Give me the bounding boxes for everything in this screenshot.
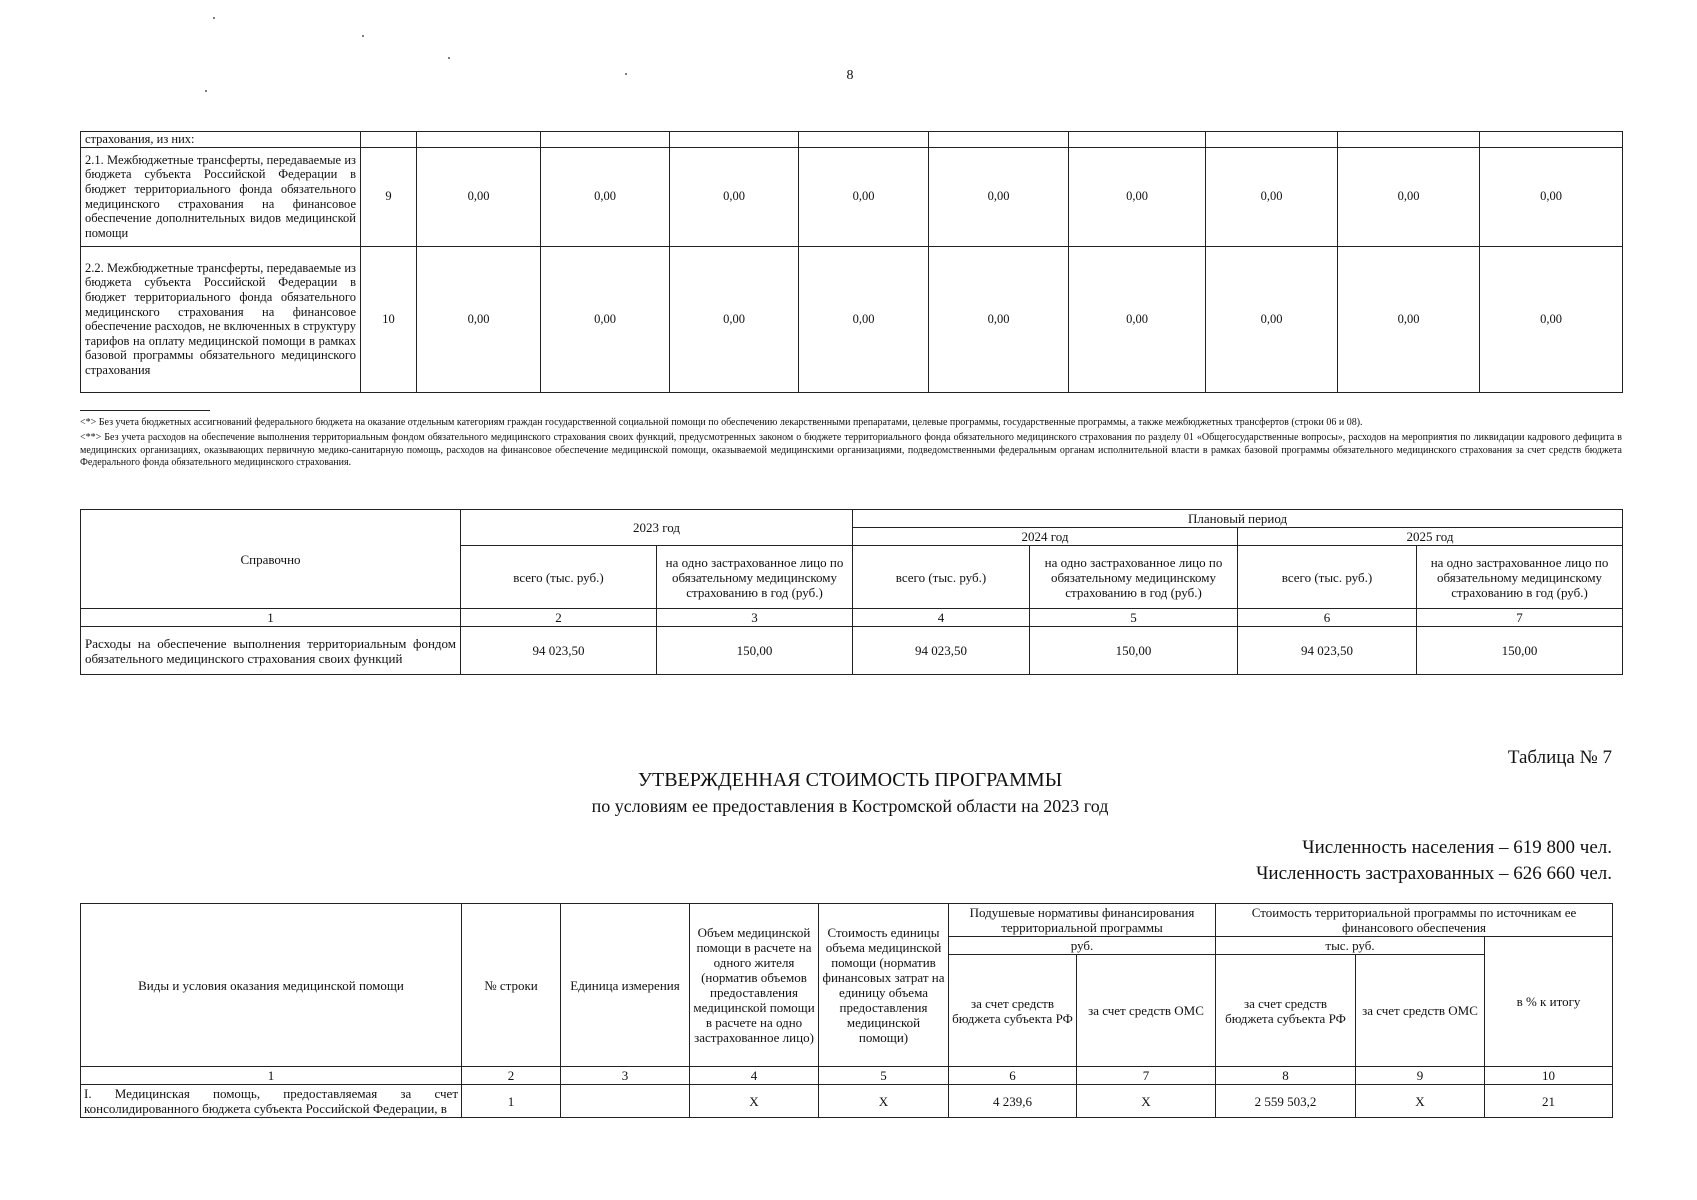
program-cost-table — [80, 903, 1613, 1118]
cell-value: 0,00 — [541, 147, 670, 246]
header-row-no: № строки — [462, 904, 561, 1067]
column-number: 5 — [819, 1067, 949, 1085]
cell-value — [1338, 132, 1480, 148]
scan-speck — [362, 35, 364, 37]
cell-value: 0,00 — [929, 147, 1069, 246]
header-total: всего (тыс. руб.) — [461, 546, 657, 609]
scan-speck — [205, 90, 207, 92]
cell-value: 0,00 — [1069, 246, 1206, 392]
cell-value: 0,00 — [1206, 246, 1338, 392]
row-label: 2.2. Межбюджетные трансферты, передаваемые из бюджета субъекта Российской Федерации в бюджет территориального фонда обязательного медицинского страхования на финансовое обеспечение расходов, не включенных в структуру тарифов на оплату медицинской помощи в рамках базовой программы обязательного медицинского страхования — [81, 246, 361, 392]
table-row — [81, 132, 1623, 148]
cell-value: 1 — [462, 1085, 561, 1118]
cell-value: 0,00 — [670, 246, 799, 392]
column-number: 4 — [853, 609, 1030, 627]
scan-speck — [625, 73, 627, 75]
header-budget-rf: за счет средств бюджета субъекта РФ — [949, 955, 1077, 1067]
cell-value: 0,00 — [541, 246, 670, 392]
header-per-insured: на одно застрахованное лицо по обязательному медицинскому страхованию в год (руб.) — [1417, 546, 1623, 609]
footnote: <*> Без учета бюджетных ассигнований федерального бюджета на оказание отдельным категориям граждан государственной социальной помощи по обеспечению лекарственными препаратами, целевые программы, государственные программы, а также межбюджетных трансфертов (строки 06 и 08). — [80, 417, 1363, 428]
header-kinds: Виды и условия оказания медицинской помощи — [81, 904, 462, 1067]
row-label: I. Медицинская помощь, предоставляемая за счет консолидированного бюджета субъекта Российской Федерации, в — [81, 1085, 462, 1118]
column-number: 1 — [81, 1067, 462, 1085]
footnote-divider — [80, 410, 210, 411]
row-number: 10 — [361, 246, 417, 392]
column-number: 2 — [461, 609, 657, 627]
header-budget-rf: за счет средств бюджета субъекта РФ — [1216, 955, 1356, 1067]
column-number: 3 — [657, 609, 853, 627]
header-unit: Единица измерения — [561, 904, 690, 1067]
header-program-cost: Стоимость территориальной программы по источникам ее финансового обеспечения — [1216, 904, 1613, 937]
budget-transfers-table — [80, 131, 1623, 393]
column-number: 5 — [1030, 609, 1238, 627]
column-number: 10 — [1485, 1067, 1613, 1085]
cell-value: 0,00 — [1480, 246, 1623, 392]
column-number: 4 — [690, 1067, 819, 1085]
section-title — [450, 767, 1250, 819]
header-reference: Справочно — [81, 510, 461, 609]
subtitle: по условиям ее предоставления в Костромской области на 2023 год — [591, 796, 1109, 816]
cell-value — [417, 132, 541, 148]
header-percent: в % к итогу — [1485, 937, 1613, 1067]
header-volume: Объем медицинской помощи в расчете на одного жителя (норматив объемов предоставления медицинской помощи в расчете на одно застрахованное лицо) — [690, 904, 819, 1067]
cell-value: 0,00 — [1338, 246, 1480, 392]
cell-value — [799, 132, 929, 148]
column-number: 9 — [1356, 1067, 1485, 1085]
header-2025: 2025 год — [1238, 528, 1623, 546]
table-row — [81, 147, 1623, 246]
cell-value: 0,00 — [670, 147, 799, 246]
cell-value: 0,00 — [799, 246, 929, 392]
column-number: 7 — [1077, 1067, 1216, 1085]
page-number: 8 — [846, 68, 854, 83]
column-number: 7 — [1417, 609, 1623, 627]
cell-value — [929, 132, 1069, 148]
column-number: 3 — [561, 1067, 690, 1085]
table-number: Таблица № 7 — [1507, 747, 1612, 768]
column-number-row — [81, 1067, 1613, 1085]
header-2023: 2023 год — [461, 510, 853, 546]
cell-value: 0,00 — [1480, 147, 1623, 246]
header-thousand-rub: тыс. руб. — [1216, 937, 1485, 955]
cell-value — [561, 1085, 690, 1118]
cell-value: 0,00 — [1206, 147, 1338, 246]
cell-value — [541, 132, 670, 148]
header-plan-period: Плановый период — [853, 510, 1623, 528]
cell-value: X — [1356, 1085, 1485, 1118]
cell-value: 150,00 — [1030, 627, 1238, 675]
header-2024: 2024 год — [853, 528, 1238, 546]
header-per-insured: на одно застрахованное лицо по обязательному медицинскому страхованию в год (руб.) — [657, 546, 853, 609]
row-label: страхования, из них: — [81, 132, 361, 148]
header-rub: руб. — [949, 937, 1216, 955]
cell-value: 0,00 — [1338, 147, 1480, 246]
cell-value — [670, 132, 799, 148]
scan-speck — [213, 17, 215, 19]
cell-value: 94 023,50 — [853, 627, 1030, 675]
header-total: всего (тыс. руб.) — [1238, 546, 1417, 609]
population-info — [1100, 835, 1612, 887]
cell-value: 94 023,50 — [461, 627, 657, 675]
cell-value: 0,00 — [929, 246, 1069, 392]
scan-speck — [448, 57, 450, 59]
header-cost: Стоимость единицы объема медицинской помощи (норматив финансовых затрат на единицу объема предоставления медицинской помощи) — [819, 904, 949, 1067]
cell-value: 0,00 — [1069, 147, 1206, 246]
cell-value: 150,00 — [657, 627, 853, 675]
column-number: 8 — [1216, 1067, 1356, 1085]
footnote: <**> Без учета расходов на обеспечение выполнения территориальным фондом обязательного медицинского страхования своих функций, предусмотренных законом о бюджете территориального фонда обязательного медицинского страхования по разделу 01 «Общегосударственные вопросы», расходов на мероприятия по ликвидации кадрового дефицита в медицинских организациях, оказывающих первичную медико-санитарную помощь, расходов на финансовое обеспечение медицинской помощи, оказываемой медицинскими организациями, подведомственными федеральным органам исполнительной власти в рамках базовой программы обязательного медицинского страхования за счет средств бюджета Федерального фонда обязательного медицинского страхования. — [80, 432, 1622, 469]
cell-value: 150,00 — [1417, 627, 1623, 675]
insured-count: Численность застрахованных – 626 660 чел. — [1256, 863, 1612, 884]
column-number: 2 — [462, 1067, 561, 1085]
header-oms: за счет средств ОМС — [1077, 955, 1216, 1067]
row-label: Расходы на обеспечение выполнения территориальным фондом обязательного медицинского страхования своих функций — [81, 627, 461, 675]
header-oms: за счет средств ОМС — [1356, 955, 1485, 1067]
column-number: 6 — [1238, 609, 1417, 627]
cell-value: 94 023,50 — [1238, 627, 1417, 675]
header-per-insured: на одно застрахованное лицо по обязательному медицинскому страхованию в год (руб.) — [1030, 546, 1238, 609]
header-total: всего (тыс. руб.) — [853, 546, 1030, 609]
table-row — [81, 1085, 1613, 1118]
title: УТВЕРЖДЕННАЯ СТОИМОСТЬ ПРОГРАММЫ — [637, 769, 1063, 791]
header-per-capita: Подушевые нормативы финансирования территориальной программы — [949, 904, 1216, 937]
cell-value: 0,00 — [799, 147, 929, 246]
column-number: 1 — [81, 609, 461, 627]
cell-value: 0,00 — [417, 246, 541, 392]
cell-value: 4 239,6 — [949, 1085, 1077, 1118]
cell-value: 0,00 — [417, 147, 541, 246]
cell-value: 21 — [1485, 1085, 1613, 1118]
cell-value — [1480, 132, 1623, 148]
column-number: 6 — [949, 1067, 1077, 1085]
footnotes — [80, 417, 1622, 473]
cell-value: 2 559 503,2 — [1216, 1085, 1356, 1118]
cell-value — [1069, 132, 1206, 148]
column-number-row — [81, 609, 1623, 627]
row-number — [361, 132, 417, 148]
cell-value: X — [690, 1085, 819, 1118]
population: Численность населения – 619 800 чел. — [1302, 837, 1612, 858]
cell-value: X — [1077, 1085, 1216, 1118]
reference-table — [80, 509, 1623, 675]
header-row — [81, 510, 1623, 528]
row-label: 2.1. Межбюджетные трансферты, передаваемые из бюджета субъекта Российской Федерации в бюджет территориального фонда обязательного медицинского страхования на финансовое обеспечение дополнительных видов медицинской помощи — [81, 147, 361, 246]
table-row — [81, 246, 1623, 392]
header-row — [81, 904, 1613, 937]
row-number: 9 — [361, 147, 417, 246]
cell-value: X — [819, 1085, 949, 1118]
cell-value — [1206, 132, 1338, 148]
table-row — [81, 627, 1623, 675]
